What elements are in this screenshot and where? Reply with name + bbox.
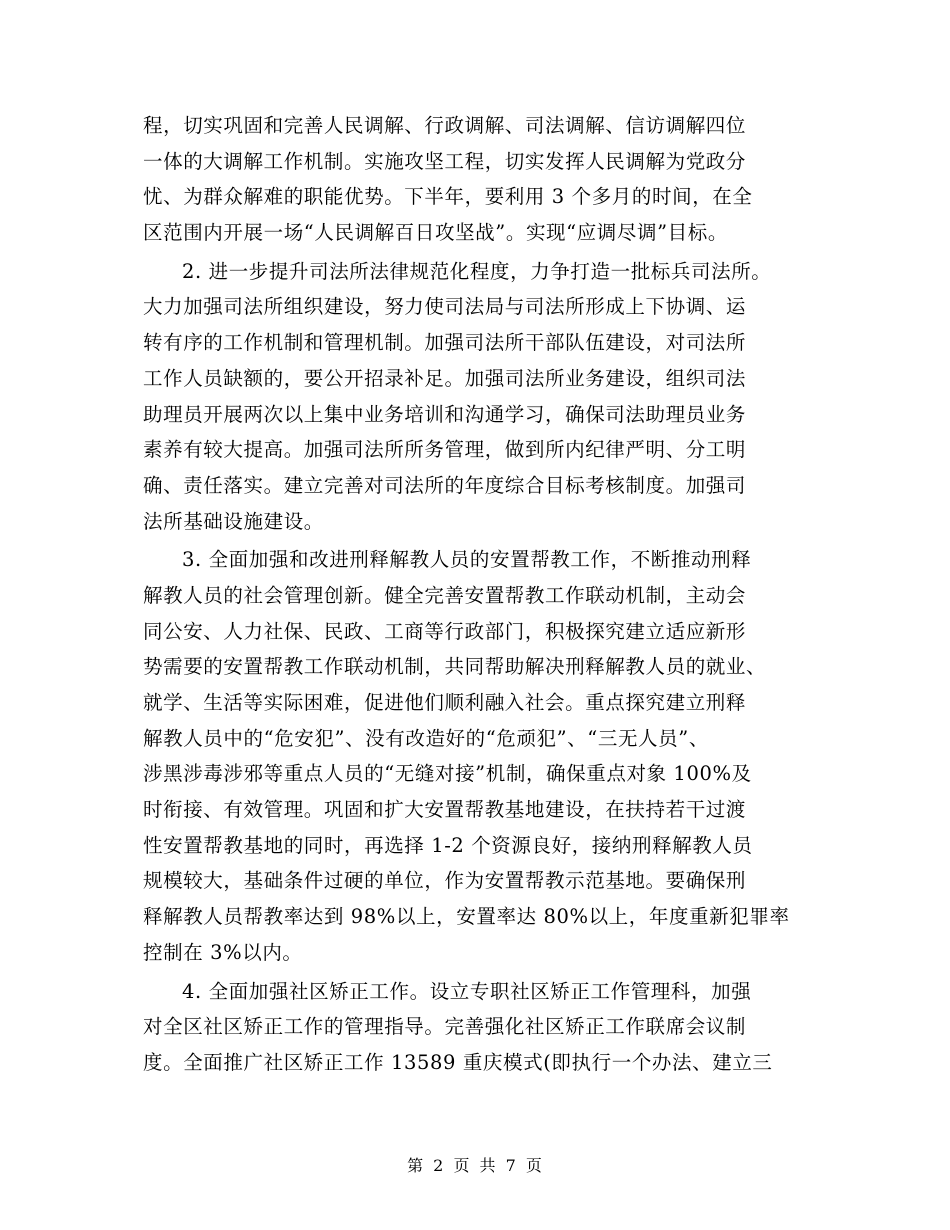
text-line: 法所基础设施建设。 <box>143 509 324 533</box>
document-body <box>143 108 823 1081</box>
text-line: 规模较大，基础条件过硬的单位，作为安置帮教示范基地。要确保刑 <box>143 869 747 893</box>
text-line: 确、责任落实。建立完善对司法所的年度综合目标考核制度。加强司 <box>143 473 747 497</box>
text-line: 解教人员中的“危安犯”、没有改造好的“危顽犯”、“三无人员”、 <box>143 726 709 750</box>
text-line: 释解教人员帮教率达到 98%以上，安置率达 80%以上，年度重新犯罪率 <box>143 905 790 929</box>
text-line: 势需要的安置帮教工作联动机制，共同帮助解决刑释解教人员的就业、 <box>143 655 767 679</box>
text-line: 助理员开展两次以上集中业务培训和沟通学习，确保司法助理员业务 <box>143 402 747 426</box>
paragraph-item-2 <box>143 254 823 540</box>
text-line: 素养有较大提高。加强司法所所务管理，做到所内纪律严明、分工明 <box>143 438 747 462</box>
page-number-footer: 第 2 页 共 7 页 <box>407 1156 543 1175</box>
text-line: 2. 进一步提升司法所法律规范化程度，力争打造一批标兵司法所。 <box>182 259 772 283</box>
text-line: 转有序的工作机制和管理机制。加强司法所干部队伍建设，对司法所 <box>143 331 747 355</box>
text-line: 区范围内开展一场“人民调解百日攻坚战”。实现“应调尽调”目标。 <box>143 221 728 245</box>
text-line: 时衔接、有效管理。巩固和扩大安置帮教基地建设，在扶持若干过渡 <box>143 798 747 822</box>
text-line: 性安置帮教基地的同时，再选择 1-2 个资源良好，接纳刑释解教人员 <box>143 833 753 857</box>
text-line: 程，切实巩固和完善人民调解、行政调解、司法调解、信访调解四位 <box>143 114 747 137</box>
paragraph-item-4 <box>143 974 823 1081</box>
text-line: 3. 全面加强和改进刑释解教人员的安置帮教工作，不断推动刑释 <box>182 548 752 572</box>
text-line: 同公安、人力社保、民政、工商等行政部门，积极探究建立适应新形 <box>143 619 747 643</box>
paragraph-continuation <box>143 108 823 251</box>
text-line: 就学、生活等实际困难，促进他们顺利融入社会。重点探究建立刑释 <box>143 691 747 714</box>
text-line: 4. 全面加强社区矫正工作。设立专职社区矫正工作管理科，加强 <box>182 979 752 1003</box>
text-line: 涉黑涉毒涉邪等重点人员的“无缝对接”机制，确保重点对象 100%及 <box>143 762 752 786</box>
text-line: 度。全面推广社区矫正工作 13589 重庆模式(即执行一个办法、建立三 <box>143 1050 773 1074</box>
text-line: 工作人员缺额的，要公开招录补足。加强司法所业务建设，组织司法 <box>143 366 747 390</box>
text-line: 对全区社区矫正工作的管理指导。完善强化社区矫正工作联席会议制 <box>143 1015 747 1039</box>
text-line: 控制在 3%以内。 <box>143 940 303 964</box>
text-line: 解教人员的社会管理创新。健全完善安置帮教工作联动机制，主动会 <box>143 583 747 607</box>
text-line: 一体的大调解工作机制。实施攻坚工程，切实发挥人民调解为党政分 <box>143 149 747 173</box>
paragraph-item-3 <box>143 542 823 970</box>
text-line: 忧、为群众解难的职能优势。下半年，要利用 3 个多月的时间，在全 <box>143 185 753 209</box>
text-line: 大力加强司法所组织建设，努力使司法局与司法所形成上下协调、运 <box>143 295 747 319</box>
